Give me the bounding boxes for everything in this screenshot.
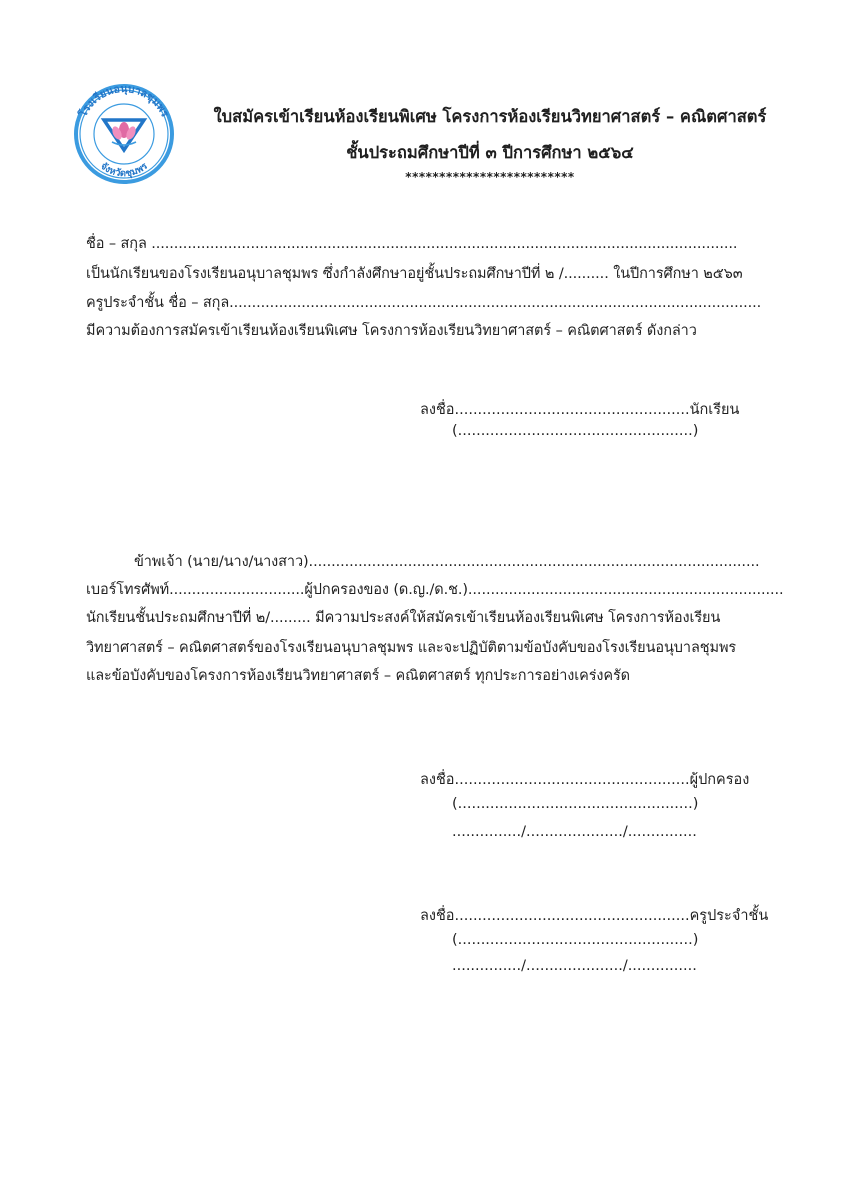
teacher-signature-line[interactable]: ลงชื่อ...................................................ครูประจำชั้น bbox=[420, 908, 769, 924]
teacher-printed-name-line[interactable]: (...................................................) bbox=[452, 932, 699, 948]
form-title: ใบสมัครเข้าเรียนห้องเรียนพิเศษ โครงการห้องเรียนวิทยาศาสตร์ – คณิตศาสตร์ bbox=[213, 107, 767, 126]
student-printed-name-line[interactable]: (...................................................) bbox=[452, 423, 699, 439]
logo-text-bottom: จังหวัดชุมพร bbox=[98, 160, 150, 180]
parent-signature-line[interactable]: ลงชื่อ...................................................ผู้ปกครอง bbox=[420, 772, 750, 788]
student-name-field[interactable]: ชื่อ – สกุล .................................................................................................................................. bbox=[86, 236, 738, 252]
svg-text:โรงเรียนอนุบาลชุมพร bbox=[76, 83, 171, 120]
student-signature-line[interactable]: ลงชื่อ...................................................นักเรียน bbox=[420, 402, 740, 418]
school-logo bbox=[60, 82, 188, 184]
parent-name-field[interactable]: ข้าพเจ้า (นาย/นาง/นางสาว).................................................................................................... bbox=[134, 554, 760, 570]
title-divider: ************************* bbox=[405, 170, 575, 184]
parent-consent-text-3: และข้อบังคับของโครงการห้องเรียนวิทยาศาสตร์ – คณิตศาสตร์ ทุกประการอย่างเคร่งครัด bbox=[86, 668, 630, 684]
parent-consent-text-1: นักเรียนชั้นประถมศึกษาปีที่ ๒/......... มีความประสงค์ให้สมัครเข้าเรียนห้องเรียนพิเศษ โครงการห้องเรียน bbox=[86, 610, 721, 626]
parent-date-line[interactable]: .............../...................../............... bbox=[452, 824, 697, 840]
form-subtitle: ชั้นประถมศึกษาปีที่ ๓ ปีการศึกษา ๒๕๖๔ bbox=[346, 143, 634, 162]
parent-phone-field[interactable]: เบอร์โทรศัพท์..............................ผู้ปกครองของ (ด.ญ./ด.ช.)...................................................................... bbox=[86, 582, 784, 598]
homeroom-teacher-field[interactable]: ครูประจำชั้น ชื่อ – สกุล...................................................................................................................... bbox=[86, 295, 762, 311]
parent-consent-text-2: วิทยาศาสตร์ – คณิตศาสตร์ของโรงเรียนอนุบาลชุมพร และจะปฏิบัติตามข้อบังคับของโรงเรียนอนุบาลชุมพร bbox=[86, 640, 737, 656]
parent-printed-name-line[interactable]: (...................................................) bbox=[452, 796, 699, 812]
student-class-field[interactable]: เป็นนักเรียนของโรงเรียนอนุบาลชุมพร ซึ่งกำลังศึกษาอยู่ชั้นประถมศึกษาปีที่ ๒ /.......... ในปีการศึกษา ๒๕๖๓ bbox=[86, 266, 743, 282]
school-seal-icon bbox=[60, 82, 188, 184]
logo-text-top: โรงเรียนอนุบาลชุมพร bbox=[77, 82, 171, 119]
teacher-date-line[interactable]: .............../...................../............... bbox=[452, 958, 697, 974]
application-intent-text: มีความต้องการสมัครเข้าเรียนห้องเรียนพิเศษ โครงการห้องเรียนวิทยาศาสตร์ – คณิตศาสตร์ ดังกล่าว bbox=[86, 323, 697, 339]
